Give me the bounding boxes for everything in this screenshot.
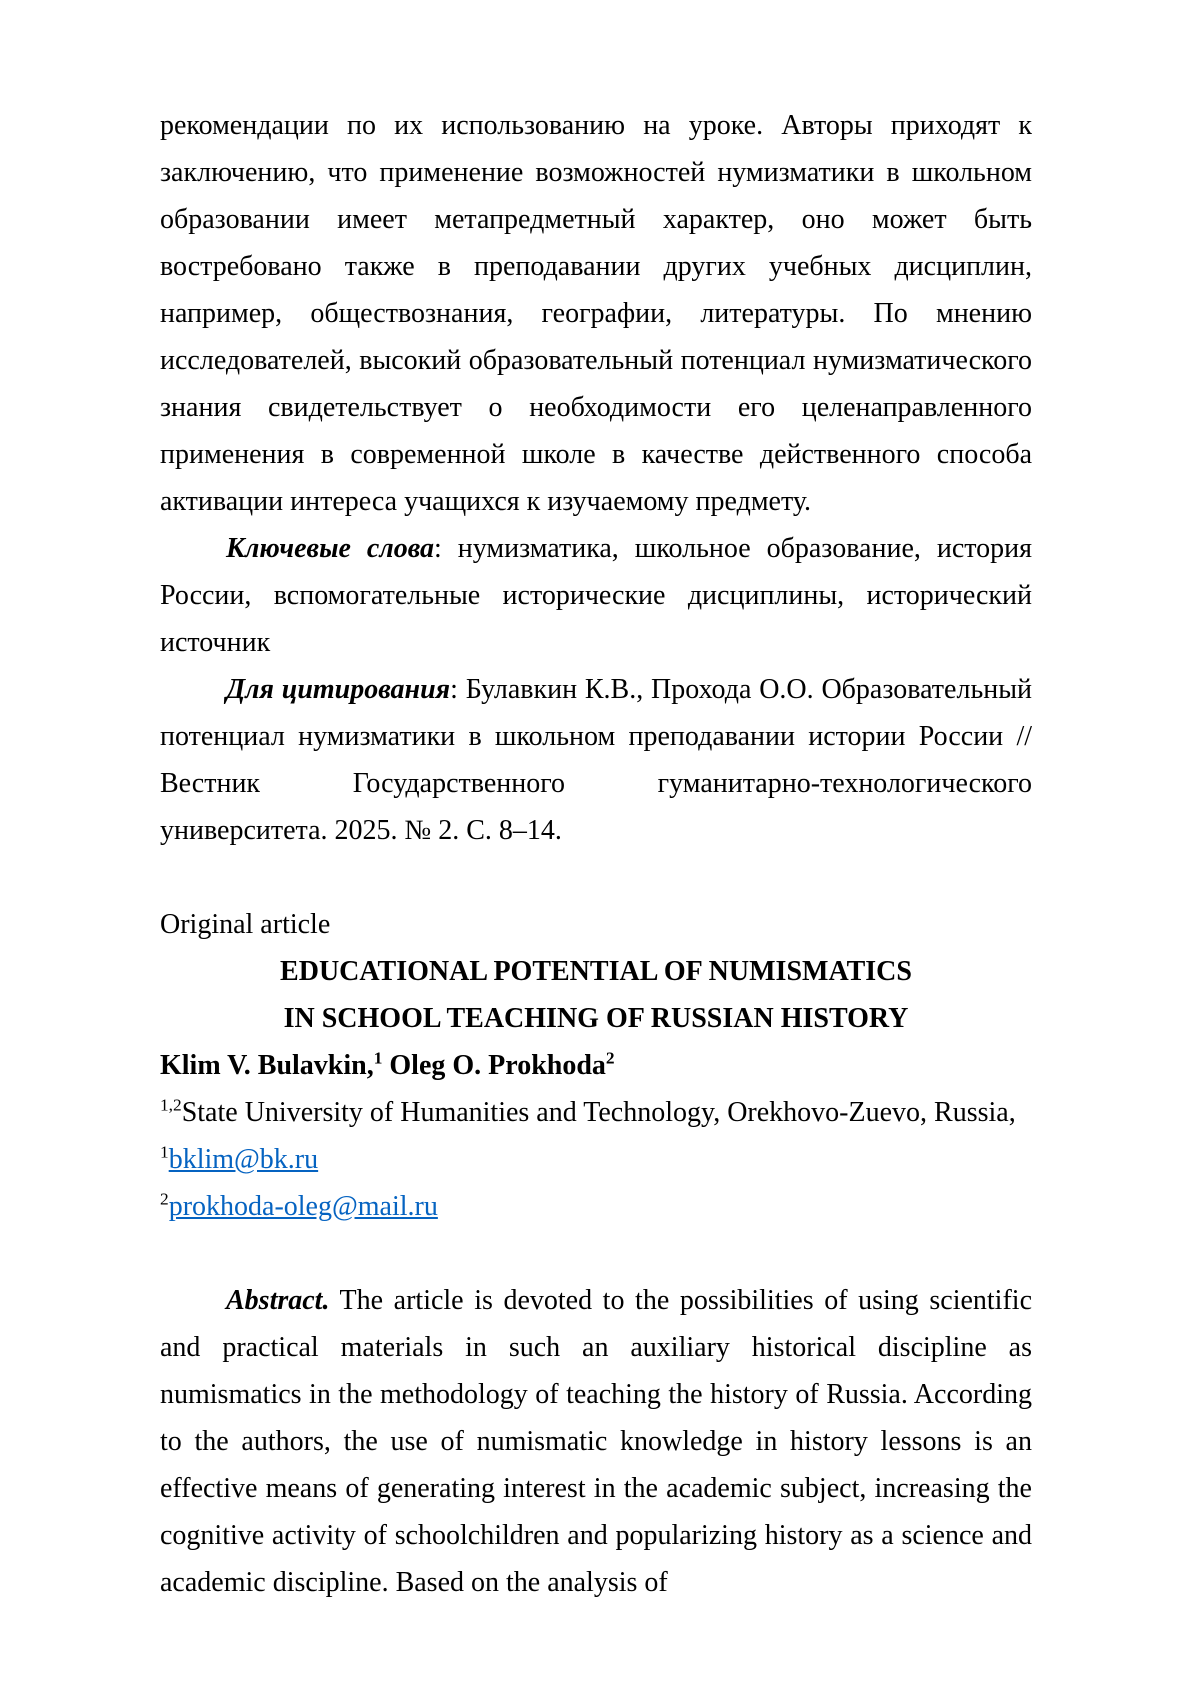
paragraph-continuation: рекомендации по их использованию на уроке. Авторы приходят к заключению, что применение возможностей нумизматики в школьном образовании имеет метапредметный характер, оно может быть востребовано также в преподавании других учебных дисциплин, например, обществознания, географии, литературы. По мнению исследователей, высокий образовательный потенциал нумизматического знания свидетельствует о необходимости его целенаправленного применения в современной школе в качестве действенного способа активации интереса учащихся к изучаемому предмету.	[160, 110, 1032, 517]
citation-label: Для цитирования	[226, 674, 451, 705]
affiliation-text: State University of Humanities and Technology, Orekhovo-Zuevo, Russia,	[181, 1097, 1016, 1128]
keywords-paragraph	[160, 525, 1032, 666]
email-2-superscript: 2	[160, 1189, 169, 1209]
article-title-line1: EDUCATIONAL POTENTIAL OF NUMISMATICS	[280, 956, 912, 987]
keywords-label: Ключевые слова	[226, 533, 435, 564]
email-2-link[interactable]: prokhoda-oleg@mail.ru	[168, 1191, 438, 1222]
affiliation-superscript: 1,2	[160, 1095, 182, 1115]
abstract-text: The article is devoted to the possibilities of using scientific and practical materials in such an auxiliary historical discipline as numismatics in the methodology of teaching the history of Russia. According to the authors, the use of numismatic knowledge in history lessons is an effective means of generating interest in the academic subject, increasing the cognitive activity of schoolchildren and popularizing history as a science and academic discipline. Based on the analysis of	[160, 1285, 1032, 1598]
citation-paragraph	[160, 666, 1032, 854]
email-1-link[interactable]: bklim@bk.ru	[168, 1144, 319, 1175]
email-1-superscript: 1	[160, 1142, 169, 1162]
article-title-line2: IN SCHOOL TEACHING OF RUSSIAN HISTORY	[283, 1003, 909, 1034]
abstract-paragraph	[160, 1277, 1032, 1606]
email-line-2	[160, 1183, 1032, 1230]
citation-text: : Булавкин К.В., Прохода О.О. Образовательный потенциал нумизматики в школьном преподавании истории России // Вестник Государственного гуманитарно-технологического университета. 2025. № 2. С. 8–14.	[160, 674, 1032, 846]
abstract-label: Abstract.	[226, 1285, 330, 1316]
author-2-name: Oleg O. Prokhoda	[382, 1050, 606, 1081]
keywords-text: : нумизматика, школьное образование, история России, вспомогательные исторические дисциплины, исторический источник	[160, 533, 1032, 658]
authors-line	[160, 1042, 1032, 1089]
affiliation-line	[160, 1089, 1032, 1136]
email-line-1	[160, 1136, 1032, 1183]
author-2-superscript: 2	[605, 1048, 615, 1068]
author-1-superscript: 1	[373, 1048, 383, 1068]
article-type-label: Original article	[160, 909, 331, 940]
author-1-name: Klim V. Bulavkin,	[160, 1050, 374, 1081]
